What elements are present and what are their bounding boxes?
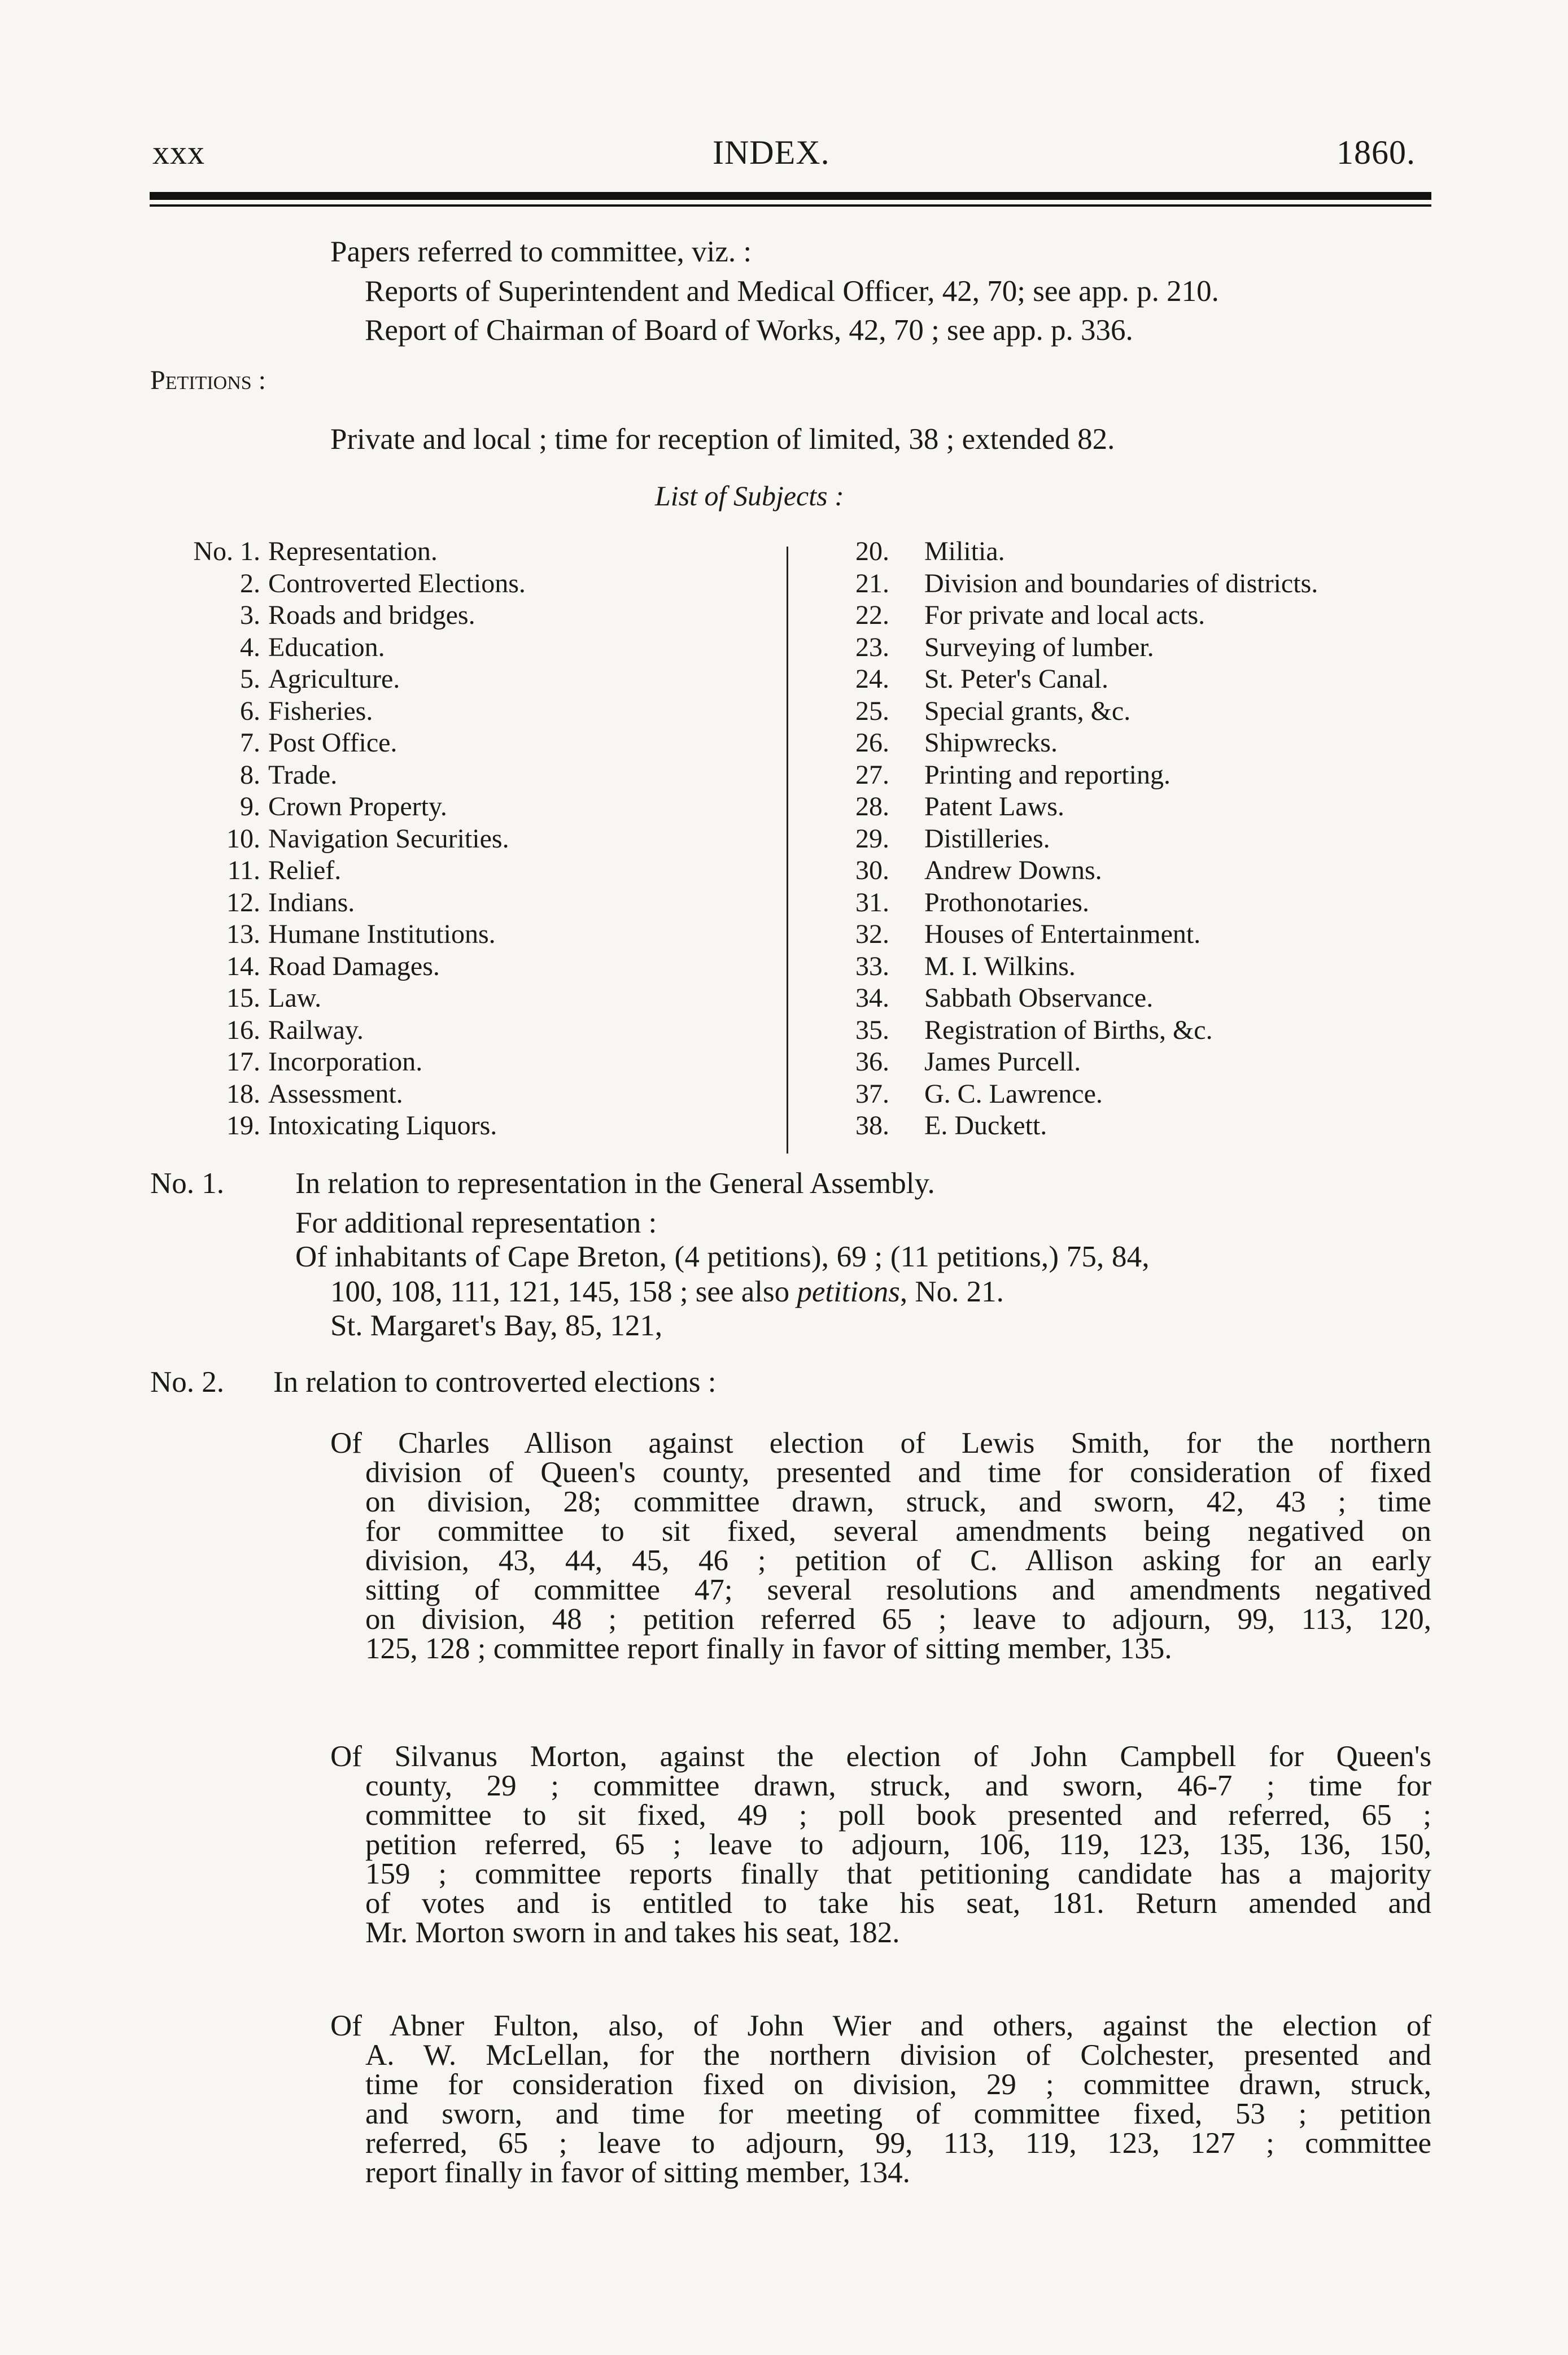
subject-item [790, 634, 1154, 661]
subject-number: 21. [855, 568, 889, 598]
papers-item: Report of Chairman of Board of Works, 42, 70 ; see app. p. 336. [365, 314, 1133, 347]
subject-item [790, 759, 1170, 790]
subject-number: 38. [855, 1111, 889, 1141]
subject-label: Agriculture. [268, 664, 400, 694]
subject-label: Representation. [268, 536, 438, 566]
subject-number: 18. [226, 1078, 260, 1109]
subject-label: Fisheries. [268, 696, 373, 726]
subject-number: 27. [855, 759, 889, 790]
subject-number: 12. [226, 887, 260, 917]
subject-item [790, 953, 1076, 980]
subject-item [790, 1048, 1081, 1076]
subject-label: Militia. [924, 536, 1005, 566]
entry-line: committee to sit fixed, 49 ; poll book presented and referred, 65 ; [365, 1799, 1431, 1832]
subject-number: 19. [226, 1111, 260, 1141]
entry-line: Of Abner Fulton, also, of John Wier and others, against the election of [330, 2009, 1431, 2042]
subject-number: 36. [855, 1047, 889, 1077]
subject-label: Crown Property. [268, 792, 447, 822]
entry-line: on division, 48 ; petition referred 65 ; leave to adjourn, 99, 113, 120, [365, 1603, 1431, 1636]
subject-label: G. C. Lawrence. [924, 1078, 1103, 1109]
subject-label: E. Duckett. [924, 1111, 1047, 1141]
entry-line: 159 ; committee reports finally that petitioning candidate has a majority [365, 1858, 1431, 1890]
subject-item [150, 857, 341, 884]
subject-number: 6. [240, 696, 260, 726]
entry-line: Mr. Morton sworn in and takes his seat, 182. [365, 1916, 900, 1949]
petitions-private-local: Private and local ; time for reception of limited, 38 ; extended 82. [330, 423, 1115, 456]
subject-number: 25. [855, 696, 889, 726]
entry-line: sitting of committee 47; several resolutions and amendments negatived [365, 1574, 1431, 1606]
subject-number: 22. [855, 600, 889, 630]
papers-intro: Papers referred to committee, viz. : [330, 235, 752, 268]
entry-line: A. W. McLellan, for the northern division of Colchester, presented and [365, 2039, 1431, 2072]
subject-label: Registration of Births, &c. [924, 1015, 1213, 1045]
section-number: No. 2. [150, 1366, 225, 1399]
subject-item [150, 759, 338, 790]
subject-item [790, 825, 1050, 853]
subject-number: 4. [240, 632, 260, 662]
subject-label: Controverted Elections. [268, 568, 526, 598]
subject-label: Education. [268, 632, 385, 662]
subject-item [150, 634, 385, 661]
subject-number: 14. [226, 951, 260, 981]
header-rule-thick [150, 192, 1431, 200]
entry-line: petition referred, 65 ; leave to adjourn, 106, 119, 123, 135, 136, 150, [365, 1828, 1431, 1861]
section-number: No. 1. [150, 1167, 225, 1200]
subject-number: 5. [240, 664, 260, 694]
subject-label: Intoxicating Liquors. [268, 1111, 497, 1141]
subject-number: 17. [226, 1047, 260, 1077]
header-year: 1860. [1336, 134, 1416, 171]
subject-number: 35. [855, 1015, 889, 1045]
subject-label: James Purcell. [924, 1047, 1081, 1077]
petitions-heading: Petitions : [150, 365, 266, 395]
subject-number: 31. [855, 887, 889, 917]
entry-line [330, 1277, 1004, 1307]
subject-item [150, 729, 397, 757]
subject-item [150, 538, 438, 565]
subject-item [790, 729, 1058, 757]
subject-number: 26. [855, 728, 889, 758]
entry-line: on division, 28; committee drawn, struck, and sworn, 42, 43 ; time [365, 1485, 1431, 1518]
subject-item [790, 538, 1005, 565]
subject-label: For private and local acts. [924, 600, 1206, 630]
subject-number: 20. [855, 536, 889, 566]
entry-line: Of Silvanus Morton, against the election of John Campbell for Queen's [330, 1740, 1431, 1773]
subject-number: 7. [240, 728, 260, 758]
subject-item [790, 985, 1153, 1012]
section-title: In relation to representation in the General Assembly. [295, 1167, 935, 1200]
subject-label: M. I. Wilkins. [924, 951, 1076, 981]
subject-number: 8. [240, 759, 260, 790]
subject-label: Indians. [268, 887, 355, 917]
subject-label: Law. [268, 983, 322, 1013]
papers-item: Reports of Superintendent and Medical Officer, 42, 70; see app. p. 210. [365, 275, 1219, 308]
subject-label: Assessment. [268, 1078, 403, 1109]
entry-line: county, 29 ; committee drawn, struck, and sworn, 46-7 ; time for [365, 1769, 1431, 1802]
subject-number: 11. [227, 855, 260, 885]
subject-number: 2. [240, 568, 260, 598]
list-of-subjects-title: List of Subjects : [655, 480, 844, 512]
subject-item [150, 1112, 497, 1139]
entry-line: division, 43, 44, 45, 46 ; petition of C. Allison asking for an early [365, 1544, 1431, 1577]
header-title: INDEX. [713, 134, 830, 171]
subject-label: Relief. [268, 855, 342, 885]
subject-item [790, 857, 1102, 884]
subject-item [790, 1017, 1213, 1044]
subject-item [150, 1048, 422, 1076]
subject-number: 34. [855, 983, 889, 1013]
subject-number: 15. [226, 983, 260, 1013]
subject-item [150, 825, 509, 853]
entry-line: report finally in favor of sitting member, 134. [365, 2156, 910, 2189]
subject-label: Road Damages. [268, 951, 440, 981]
subject-label: Roads and bridges. [268, 600, 475, 630]
subject-item [150, 602, 475, 629]
subject-label: Post Office. [268, 728, 398, 758]
election-petition-entry [330, 1742, 1431, 1947]
subject-item [150, 1078, 403, 1109]
entry-line: division of Queen's county, presented and time for consideration of fixed [365, 1456, 1431, 1489]
subject-item [790, 1078, 1103, 1109]
entry-line: time for consideration fixed on division, 29 ; committee drawn, struck, [365, 2068, 1431, 2101]
header-folio: xxx [152, 134, 205, 171]
subject-label: Houses of Entertainment. [924, 919, 1201, 949]
entry-text: 100, 108, 111, 121, 145, 158 ; see also [330, 1275, 797, 1308]
subject-label: Patent Laws. [924, 792, 1064, 822]
entry-line: for committee to sit fixed, several amendments being negatived on [365, 1515, 1431, 1548]
entry-text: , No. 21. [899, 1275, 1004, 1308]
subject-item [790, 666, 1108, 693]
subject-label: Prothonotaries. [924, 887, 1089, 917]
subject-label: Surveying of lumber. [924, 632, 1154, 662]
subject-label: Incorporation. [268, 1047, 423, 1077]
subject-item [150, 985, 321, 1012]
subject-number: 28. [855, 792, 889, 822]
subject-label: Shipwrecks. [924, 728, 1058, 758]
subjects-column-divider [787, 547, 788, 1154]
subject-number: 3. [240, 600, 260, 630]
subject-label: Distilleries. [924, 823, 1050, 854]
subject-label: Andrew Downs. [924, 855, 1102, 885]
subject-number: 33. [855, 951, 889, 981]
subject-number: 37. [855, 1078, 889, 1109]
subject-label: Special grants, &c. [924, 696, 1131, 726]
subject-item [790, 921, 1200, 948]
subject-label: Railway. [268, 1015, 364, 1045]
entry-line: of votes and is entitled to take his seat, 181. Return amended and [365, 1887, 1431, 1920]
section-subheading: For additional representation : [295, 1207, 657, 1239]
subject-label: Trade. [268, 759, 338, 790]
subject-number: 30. [855, 855, 889, 885]
subject-item [790, 698, 1130, 725]
entry-line: referred, 65 ; leave to adjourn, 99, 113, 119, 123, 127 ; committee [365, 2127, 1431, 2160]
subject-label: St. Peter's Canal. [924, 664, 1108, 694]
cross-reference: petitions [797, 1275, 900, 1308]
subject-number: 10. [226, 823, 260, 854]
subject-item [150, 1017, 364, 1044]
section-title: In relation to controverted elections : [273, 1366, 717, 1399]
subject-number: 32. [855, 919, 889, 949]
entry-line: Of inhabitants of Cape Breton, (4 petitions), 69 ; (11 petitions,) 75, 84, [295, 1240, 1150, 1273]
entry-line: St. Margaret's Bay, 85, 121, [330, 1309, 663, 1342]
subject-label: Navigation Securities. [268, 823, 509, 854]
subject-label: Sabbath Observance. [924, 983, 1154, 1013]
subject-label: Division and boundaries of districts. [924, 568, 1318, 598]
subject-label: Printing and reporting. [924, 759, 1170, 790]
subject-item [150, 666, 400, 693]
subject-item [790, 889, 1089, 916]
header-rule-thin [150, 204, 1431, 207]
subject-item [790, 793, 1064, 820]
subject-number: 9. [240, 792, 260, 822]
subject-number: 23. [855, 632, 889, 662]
subject-number: 24. [855, 664, 889, 694]
entry-line: and sworn, and time for meeting of committee fixed, 53 ; petition [365, 2098, 1431, 2130]
election-petition-entry [330, 1428, 1431, 1663]
subject-number: 16. [226, 1015, 260, 1045]
subject-item [150, 698, 373, 725]
entry-line: Of Charles Allison against election of Lewis Smith, for the northern [330, 1427, 1431, 1460]
subject-item [790, 1112, 1047, 1139]
subject-number: No. 1. [193, 536, 260, 566]
subject-item [790, 570, 1318, 597]
subject-number: 13. [226, 919, 260, 949]
subject-item [150, 921, 496, 948]
election-petition-entry [330, 2011, 1431, 2187]
subject-label: Humane Institutions. [268, 919, 496, 949]
subject-item [790, 602, 1205, 629]
subject-item [150, 570, 526, 597]
subject-number: 29. [855, 823, 889, 854]
subject-item [150, 953, 440, 980]
subject-item [150, 793, 447, 820]
entry-line: 125, 128 ; committee report finally in favor of sitting member, 135. [365, 1632, 1172, 1665]
subject-item [150, 889, 355, 916]
